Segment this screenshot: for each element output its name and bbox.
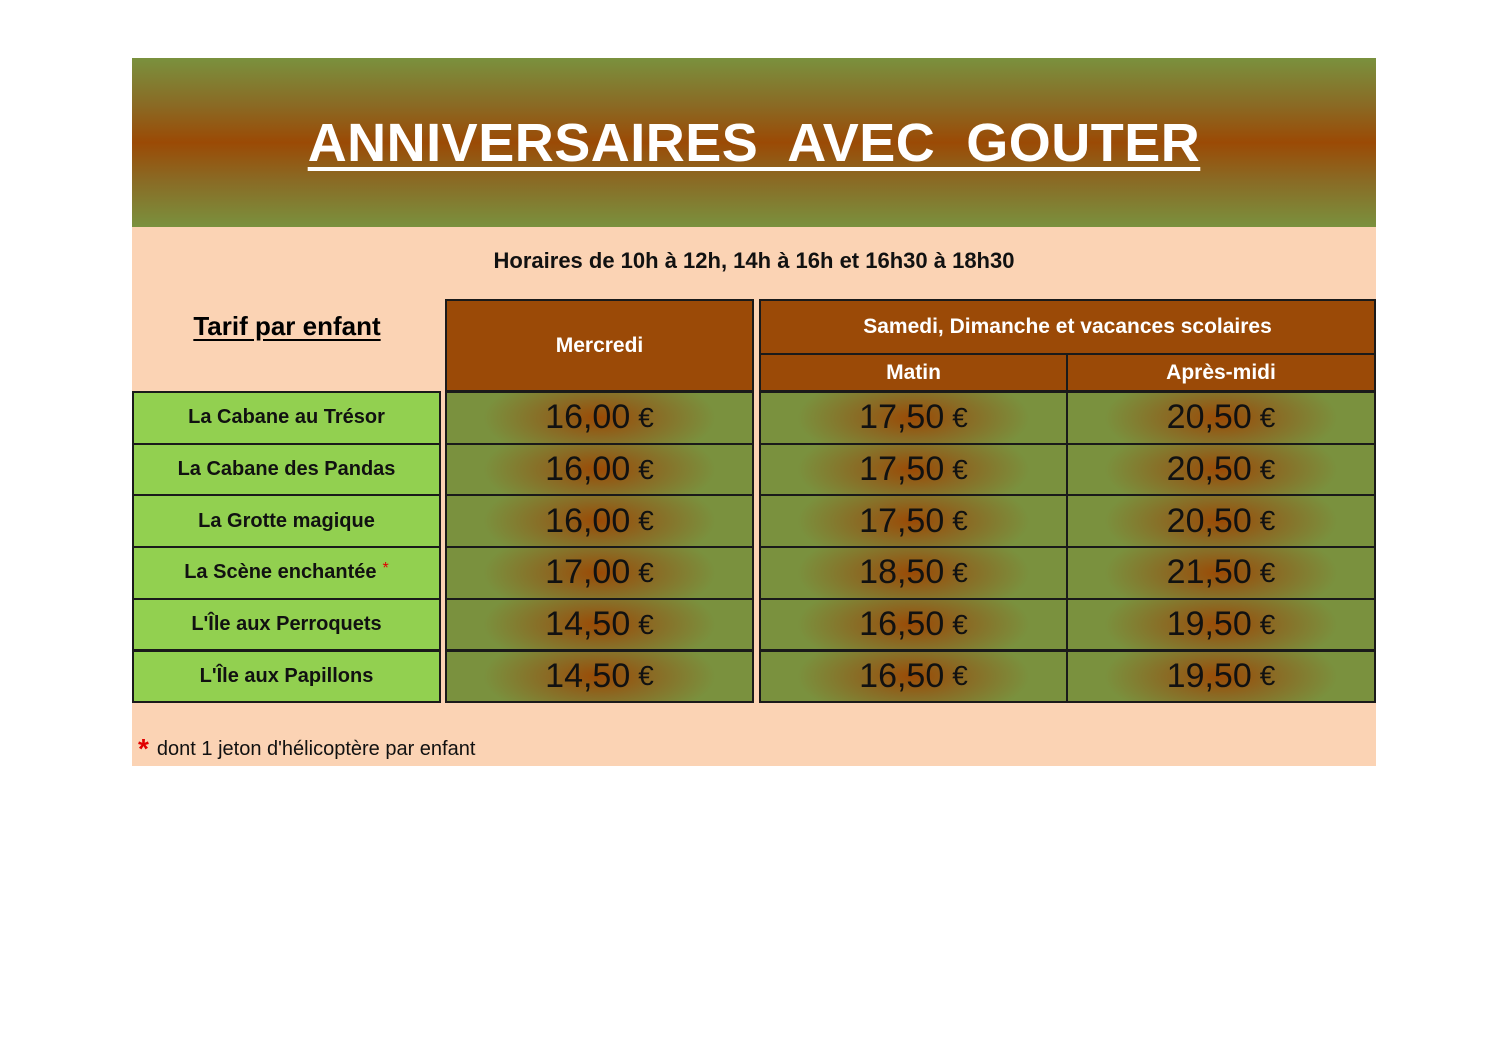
price-value: 20,50 <box>1166 398 1252 437</box>
price-sheet <box>132 58 1376 766</box>
currency-symbol: € <box>638 556 654 588</box>
room-name: L'Île aux Papillons <box>199 664 374 687</box>
price-cell-apres-midi <box>1066 391 1376 445</box>
price-value: 14,50 <box>545 656 631 695</box>
price-value: 14,50 <box>545 605 631 644</box>
currency-symbol: € <box>638 608 654 640</box>
price-cell-matin <box>759 546 1068 600</box>
room-name-cell <box>132 443 441 497</box>
currency-symbol: € <box>952 453 968 485</box>
footnote <box>138 730 475 762</box>
header-afternoon-label: Après-midi <box>1166 360 1276 384</box>
price-value: 16,50 <box>859 605 945 644</box>
price-cell-mercredi <box>445 598 754 652</box>
price-value: 21,50 <box>1166 553 1252 592</box>
price-value: 16,00 <box>545 398 631 437</box>
price-cell-apres-midi <box>1066 546 1376 600</box>
currency-symbol: € <box>638 453 654 485</box>
price-cell-apres-midi <box>1066 598 1376 652</box>
opening-hours: Horaires de 10h à 12h, 14h à 16h et 16h30 à 18h30 <box>493 248 1015 273</box>
room-name-cell <box>132 494 441 548</box>
room-name-cell <box>132 546 441 600</box>
header-wednesday-label: Mercredi <box>555 333 644 357</box>
header-morning <box>759 353 1068 392</box>
room-name: La Scène enchantée <box>184 561 377 584</box>
price-cell-mercredi <box>445 443 754 497</box>
header-afternoon <box>1066 353 1376 392</box>
room-star-marker: * <box>382 559 389 577</box>
price-value: 16,00 <box>545 501 631 540</box>
price-cell-mercredi <box>445 494 754 548</box>
tarif-label: Tarif par enfant <box>193 311 381 341</box>
currency-symbol: € <box>1259 505 1276 537</box>
currency-symbol: € <box>1259 556 1276 588</box>
room-name: L'Île aux Perroquets <box>191 613 382 636</box>
header-weekend <box>759 299 1376 355</box>
room-name: La Grotte magique <box>198 509 375 532</box>
currency-symbol: € <box>1259 453 1276 485</box>
price-cell-mercredi <box>445 650 754 704</box>
price-cell-matin <box>759 443 1068 497</box>
header-wednesday <box>445 299 754 392</box>
price-value: 19,50 <box>1166 605 1252 644</box>
currency-symbol: € <box>638 660 654 692</box>
footnote-text: dont 1 jeton d'hélicoptère par enfant <box>156 738 476 760</box>
currency-symbol: € <box>1259 660 1276 692</box>
currency-symbol: € <box>638 505 654 537</box>
currency-symbol: € <box>952 556 968 588</box>
header-morning-label: Matin <box>886 360 941 384</box>
currency-symbol: € <box>1259 401 1276 433</box>
price-value: 20,50 <box>1166 501 1252 540</box>
price-value: 17,50 <box>859 398 945 437</box>
price-value: 18,50 <box>859 553 945 592</box>
title-banner <box>132 58 1376 227</box>
header-weekend-label: Samedi, Dimanche et vacances scolaires <box>863 315 1272 338</box>
price-value: 20,50 <box>1166 450 1252 489</box>
price-cell-apres-midi <box>1066 443 1376 497</box>
price-cell-matin <box>759 598 1068 652</box>
price-cell-matin <box>759 650 1068 704</box>
price-value: 17,00 <box>545 553 631 592</box>
currency-symbol: € <box>638 401 654 433</box>
price-cell-matin <box>759 494 1068 548</box>
footnote-star: * <box>138 733 149 764</box>
room-name-cell <box>132 650 441 704</box>
room-name: La Cabane des Pandas <box>177 458 396 481</box>
room-name-cell <box>132 391 441 445</box>
price-value: 16,00 <box>545 450 631 489</box>
currency-symbol: € <box>952 505 968 537</box>
currency-symbol: € <box>1259 608 1276 640</box>
price-value: 16,50 <box>859 656 945 695</box>
price-value: 19,50 <box>1166 656 1252 695</box>
price-value: 17,50 <box>859 450 945 489</box>
currency-symbol: € <box>952 401 968 433</box>
price-cell-apres-midi <box>1066 650 1376 704</box>
page-title: ANNIVERSAIRES AVEC GOUTER <box>307 112 1201 173</box>
currency-symbol: € <box>952 608 968 640</box>
price-value: 17,50 <box>859 501 945 540</box>
price-cell-mercredi <box>445 546 754 600</box>
price-cell-matin <box>759 391 1068 445</box>
price-cell-apres-midi <box>1066 494 1376 548</box>
room-name-cell <box>132 598 441 652</box>
room-name: La Cabane au Trésor <box>188 406 385 429</box>
price-cell-mercredi <box>445 391 754 445</box>
currency-symbol: € <box>952 660 968 692</box>
